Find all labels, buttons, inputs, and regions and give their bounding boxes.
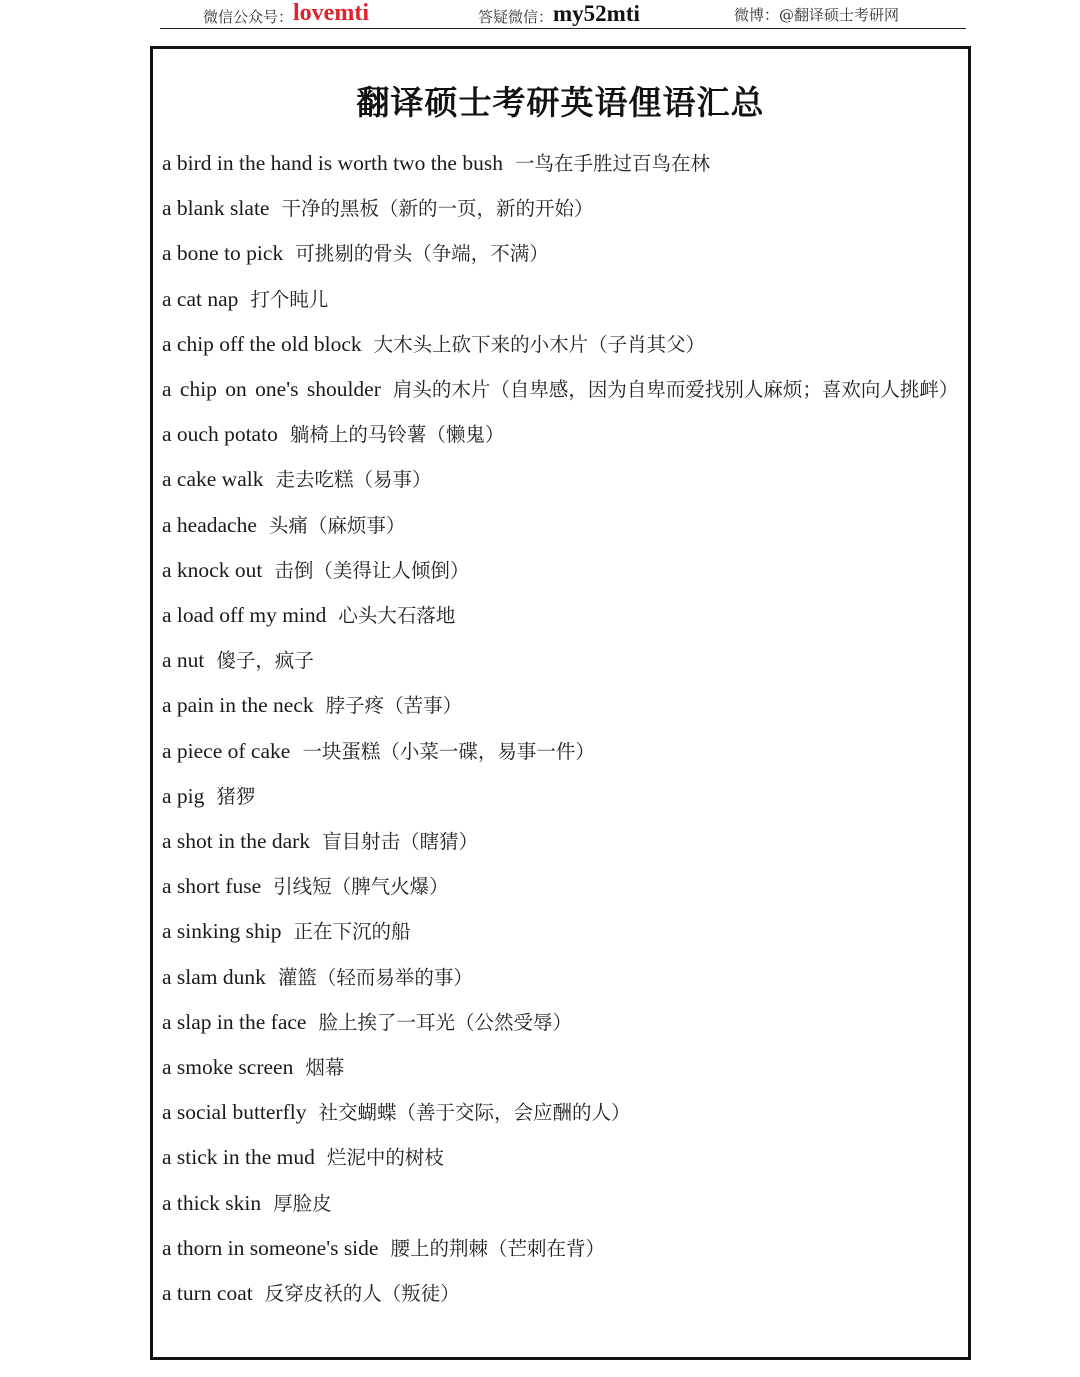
idiom-chinese: 一鸟在手胜过百鸟在林 <box>514 152 710 175</box>
idiom-chinese: 傻子，疯子 <box>216 649 314 673</box>
idiom-chinese: 引线短（脾气火爆） <box>273 875 449 899</box>
idiom-chinese: 脸上挨了一耳光（公然受辱） <box>318 1010 572 1034</box>
idiom-english: a pig <box>162 783 205 808</box>
list-item <box>162 1045 966 1090</box>
list-item <box>162 593 966 638</box>
idiom-english: a stick in the mud <box>162 1145 315 1170</box>
list-item <box>162 1000 966 1045</box>
idiom-english: a shot in the dark <box>162 829 311 854</box>
idiom-english: a social butterfly <box>162 1100 307 1125</box>
wechat-label: 微信公众号： <box>203 8 294 26</box>
list-item <box>162 457 966 502</box>
qa-value: my52mti <box>553 1 640 26</box>
idiom-chinese: 反穿皮袄的人（叛徒） <box>264 1282 460 1306</box>
idiom-english: a bone to pick <box>162 241 284 266</box>
idiom-english: a bird in the hand is worth two the bush <box>162 151 503 175</box>
idiom-chinese: 腰上的荆棘（芒刺在背） <box>390 1236 605 1260</box>
list-item <box>162 412 966 457</box>
idiom-chinese: 大木头上砍下来的小木片（子肖其父） <box>373 332 706 356</box>
idiom-chinese: 肩头的木片（自卑感，因为自卑而爱找别人麻烦；喜欢向人挑衅） <box>392 378 959 402</box>
list-item <box>162 1271 966 1316</box>
page-title: 翻译硕士考研英语俚语汇总 <box>356 83 765 122</box>
idiom-english: a chip off the old block <box>162 331 362 356</box>
idiom-chinese: 猪猡 <box>216 784 256 808</box>
idiom-english: a chip on one's shoulder <box>162 377 381 402</box>
list-item <box>162 955 966 1000</box>
list-item <box>162 1090 966 1135</box>
idiom-chinese: 干净的黑板（新的一页，新的开始） <box>281 197 594 221</box>
idiom-english: a piece of cake <box>162 738 291 763</box>
idiom-english: a thorn in someone's side <box>162 1235 379 1260</box>
list-item <box>162 774 966 819</box>
idiom-chinese: 躺椅上的马铃薯（懒鬼） <box>289 423 505 447</box>
weibo-text: 微博：@翻译硕士考研网 <box>734 6 900 24</box>
list-item <box>162 231 966 276</box>
list-item <box>162 638 966 683</box>
list-item <box>162 1135 966 1180</box>
list-item <box>162 729 966 774</box>
list-item <box>162 819 966 864</box>
list-item <box>162 367 966 412</box>
idiom-english: a cat nap <box>162 286 239 311</box>
idiom-english: a blank slate <box>162 196 270 221</box>
idiom-chinese: 击倒（美得让人倾倒） <box>274 558 470 582</box>
document-frame <box>150 46 971 1360</box>
idiom-chinese: 烂泥中的树枝 <box>326 1146 444 1170</box>
list-item <box>162 864 966 909</box>
list-item <box>162 141 966 186</box>
idiom-chinese: 可挑剔的骨头（争端，不满） <box>295 242 549 266</box>
idiom-chinese: 打个盹儿 <box>250 287 329 311</box>
list-item <box>162 548 966 593</box>
list-item <box>162 503 966 548</box>
idiom-chinese: 头痛（麻烦事） <box>268 513 406 537</box>
idiom-english: a sinking ship <box>162 919 282 944</box>
idiom-chinese: 走去吃糕（易事） <box>275 468 432 492</box>
idiom-english: a nut <box>162 648 205 673</box>
list-item <box>162 277 966 322</box>
idiom-english: a cake walk <box>162 467 264 492</box>
idiom-chinese: 盲目射击（瞎猜） <box>322 830 479 854</box>
idiom-chinese: 烟幕 <box>305 1056 345 1080</box>
list-item <box>162 322 966 367</box>
page-header <box>160 0 966 29</box>
qa-wechat <box>478 2 640 28</box>
list-item <box>162 683 966 728</box>
idiom-english: a pain in the neck <box>162 693 314 718</box>
wechat-value: lovemti <box>293 0 369 26</box>
idiom-chinese: 正在下沉的船 <box>293 920 411 944</box>
qa-label: 答疑微信： <box>478 8 554 26</box>
idiom-english: a short fuse <box>162 874 262 899</box>
idiom-english: a knock out <box>162 557 263 582</box>
idiom-english: a thick skin <box>162 1190 262 1215</box>
idiom-english: a ouch potato <box>162 422 278 447</box>
list-item <box>162 1181 966 1226</box>
idiom-chinese: 灌篮（轻而易举的事） <box>277 965 473 989</box>
idiom-english: a slam dunk <box>162 964 266 989</box>
idiom-english: a load off my mind <box>162 603 327 628</box>
idiom-chinese: 社交蝴蝶（善于交际，会应酬的人） <box>318 1101 631 1125</box>
list-item <box>162 1226 966 1271</box>
idiom-chinese: 心头大石落地 <box>338 604 456 628</box>
idiom-english: a smoke screen <box>162 1055 294 1080</box>
idiom-list <box>162 141 966 1316</box>
idiom-chinese: 脖子疼（苦事） <box>325 694 463 718</box>
idiom-english: a turn coat <box>162 1281 253 1306</box>
list-item <box>162 186 966 231</box>
idiom-english: a headache <box>162 512 257 537</box>
list-item <box>162 909 966 954</box>
idiom-chinese: 一块蛋糕（小菜一碟，易事一件） <box>302 739 595 763</box>
idiom-chinese: 厚脸皮 <box>273 1191 332 1215</box>
idiom-english: a slap in the face <box>162 1009 307 1034</box>
wechat-account <box>203 2 369 29</box>
